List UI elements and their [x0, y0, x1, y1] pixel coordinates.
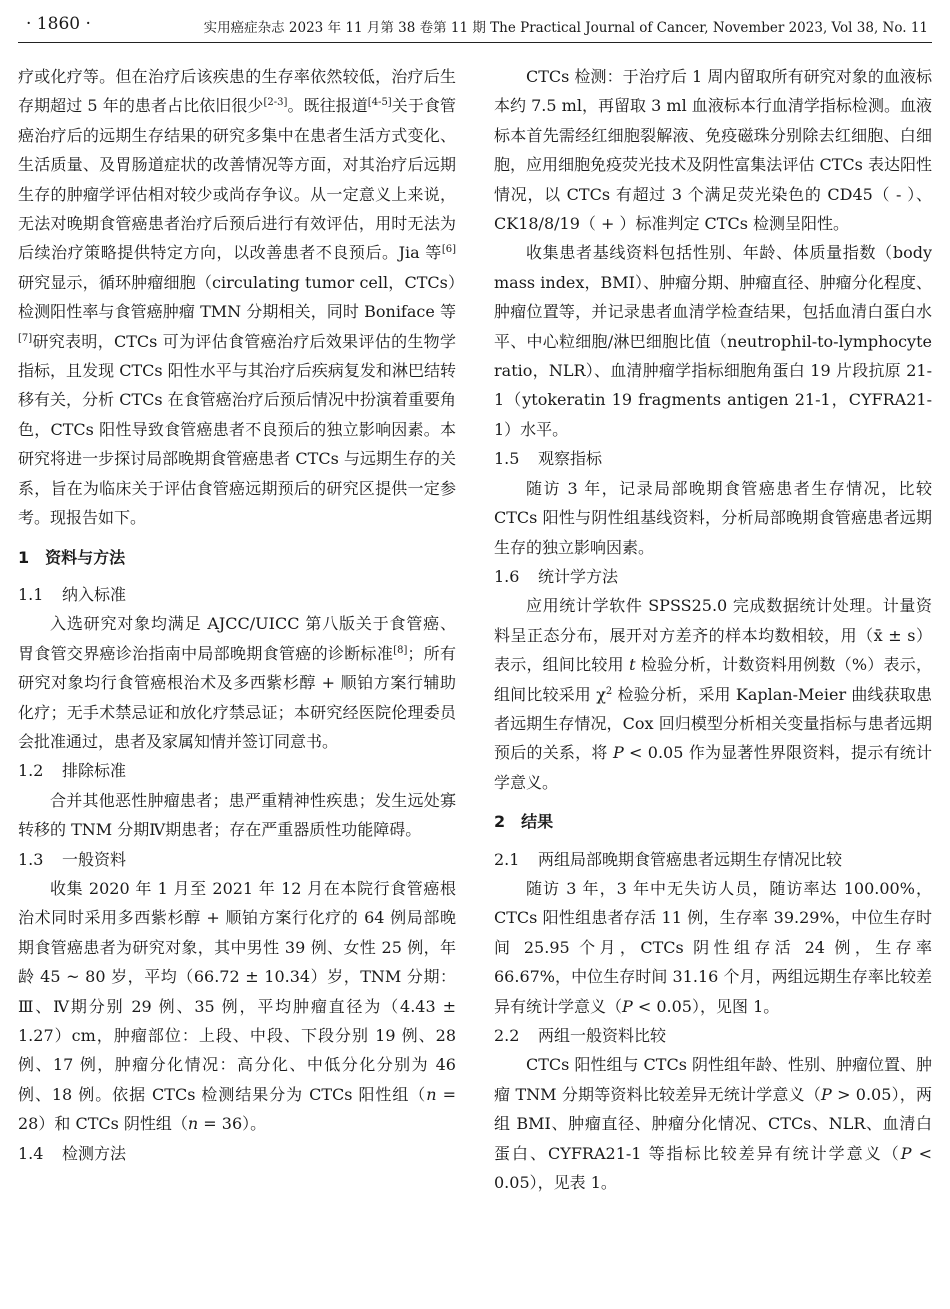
citation-6: [6] [441, 244, 456, 256]
detection-method-text: CTCs 检测：于治疗后 1 周内留取所有研究对象的血液标本约 7.5 ml，再留取 3 ml 血液标本行血清学指标检测。血液标本首先需经红细胞裂解液、免疫磁珠分别除去红细胞、白细胞，应用细胞免疫荧光技术及阴性富集法评估 CTCs 表达阳性情况，以 CTCs 有超过 3 个满足荧光染色的 CD45（ - ）、CK18/8/19（ + ）标准判定 CTCs 检测呈阳性。 [494, 67, 932, 234]
header-rule [18, 42, 932, 43]
subheading-1-3: 1.3 一般资料 [18, 849, 127, 869]
general-comparison-text: CTCs 阳性组与 CTCs 阴性组年龄、性别、肿瘤位置、肿瘤 TNM 分期等资料比较差异无统计学意义（P > 0.05），两组 BMI、肿瘤直径、肿瘤分化情况、CTCs、NLR、血清白蛋白、CYFRA21-1 等指标比较差异有统计学意义（P < 0.05），见表 1。 [494, 1055, 932, 1193]
subheading-1-5: 1.5 观察指标 [494, 449, 603, 469]
right-column [494, 62, 932, 1197]
subheading-2-2: 2.2 两组一般资料比较 [494, 1026, 667, 1045]
subheading-2-1: 2.1 两组局部晚期食管癌患者远期生存情况比较 [494, 849, 843, 869]
page-number: · 1860 · [26, 14, 91, 34]
inclusion-criteria-text: 入选研究对象均满足 AJCC/UICC 第八版关于食管癌、胃食管交界癌诊治指南中局部晚期食管癌的诊断标准[8]；所有研究对象均行食管癌根治术及多西紫杉醇 + 顺铂方案行辅助化疗；无手术禁忌证和放化疗禁忌证；本研究经医院伦理委员会批准通过，患者及家属知情并签订同意书。 [18, 614, 456, 751]
citation-8: [8] [393, 644, 408, 656]
subheading-1-6: 1.6 统计学方法 [494, 566, 619, 586]
subheading-1-2: 1.2 排除标准 [18, 761, 127, 781]
journal-header: 实用癌症杂志 2023 年 11 月第 38 卷第 11 期 The Practical Journal of Cancer, November 2023, Vol 38, No. 11 [203, 20, 928, 36]
section-heading-results: 2 结果 [494, 812, 554, 832]
general-data-text: 收集 2020 年 1 月至 2021 年 12 月在本院行食管癌根治术同时采用多西紫杉醇 + 顺铂方案行化疗的 64 例局部晚期食管癌患者为研究对象，其中男性 39 例、女性 25 例，年龄 45 ~ 80 岁，平均（66.72 ± 10.34）岁，TNM 分期：Ⅲ、Ⅳ期分别 29 例、35 例，平均肿瘤直径为（4.43 ± 1.27）cm，肿瘤部位：上段、中段、下段分别 19 例、28 例、17 例，肿瘤分化情况：高分化、中低分化分别为 46 例、18 例。依据 CTCs 检测结果分为 CTCs 阳性组（n = 28）和 CTCs 阴性组（n = 36）。 [18, 878, 456, 1134]
baseline-data-text: 收集患者基线资料包括性别、年龄、体质量指数（body mass index，BMI）、肿瘤分期、肿瘤直径、肿瘤分化程度、肿瘤位置等，并记录患者血清学检查结果，包括血清白蛋白水平、中心粒细胞/淋巴细胞比值（neutrophil-to-lymphocyte ratio，NLR）、血清肿瘤学指标细胞角蛋白 19 片段抗原 21-1（ytokeratin 19 fragments antigen 21-1，CYFRA21-1）水平。 [494, 243, 932, 439]
observation-index-text: 随访 3 年，记录局部晚期食管癌患者生存情况，比较 CTCs 阳性与阴性组基线资料，分析局部晚期食管癌患者远期生存的独立影响因素。 [494, 478, 932, 557]
left-column [18, 62, 456, 1168]
survival-comparison-text: 随访 3 年，3 年中无失访人员，随访率达 100.00%，CTCs 阳性组患者存活 11 例，生存率 39.29%，中位生存时间 25.95 个月，CTCs 阴性组存活 24 例，生存率 66.67%，中位生存时间 31.16 个月，两组远期生存率比较差异有统计学意义（P < 0.05），见图 1。 [494, 878, 932, 1016]
section-heading-methods: 1 资料与方法 [18, 547, 126, 567]
citation-7: [7] [18, 332, 33, 344]
subheading-1-1: 1.1 纳入标准 [18, 584, 127, 604]
citation-4-5: [4-5] [367, 97, 392, 109]
exclusion-criteria-text: 合并其他恶性肿瘤患者；患严重精神性疾患；发生远处寡转移的 TNM 分期Ⅳ期患者；存在严重器质性功能障碍。 [18, 790, 456, 840]
statistics-text: 应用统计学软件 SPSS25.0 完成数据统计处理。计量资料呈正态分布，展开对方差齐的样本均数相较，用（x̄ ± s）表示，组间比较用 t 检验分析，计数资料用例数（%）表示，组间比较采用 $\chi^2$ 检验分析，采用 Kaplan-Meier 曲线获取患者远期生存情况，Cox 回归模型分析相关变量指标与患者远期预后的关系，将 P < 0.05 作为显著性界限资料，提示有统计学意义。 [494, 596, 932, 792]
citation-2-3: [2-3] [263, 97, 288, 109]
intro-paragraph: 疗或化疗等。但在治疗后该疾患的生存率依然较低，治疗后生存期超过 5 年的患者占比依旧很少[2-3]。既往报道[4-5]关于食管癌治疗后的远期生存结果的研究多集中在患者生活方式变化、生活质量、及胃肠道症状的改善情况等方面，对其治疗后远期生存的肿瘤学评估相对较少或尚存争议。从一定意义上来说，无法对晚期食管癌患者治疗后预后进行有效评估，用时无法为后续治疗策略提供特定方向，以改善患者不良预后。Jia 等[6]研究显示，循环肿瘤细胞（circulating tumor cell，CTCs）检测阳性率与食管癌肿瘤 TMN 分期相关，同时 Boniface 等[7]研究表明，CTCs 可为评估食管癌治疗后效果评估的生物学指标，且发现 CTCs 阳性水平与其治疗后疾病复发和淋巴结转移有关，分析 CTCs 在食管癌治疗后预后情况中扮演着重要角色，CTCs 阳性导致食管癌患者不良预后的独立影响因素。本研究将进一步探讨局部晚期食管癌患者 CTCs 与远期生存的关系，旨在为临床关于评估食管癌远期预后的研究区提供一定参考。现报告如下。 [18, 67, 456, 528]
subheading-1-4: 1.4 检测方法 [18, 1143, 127, 1163]
